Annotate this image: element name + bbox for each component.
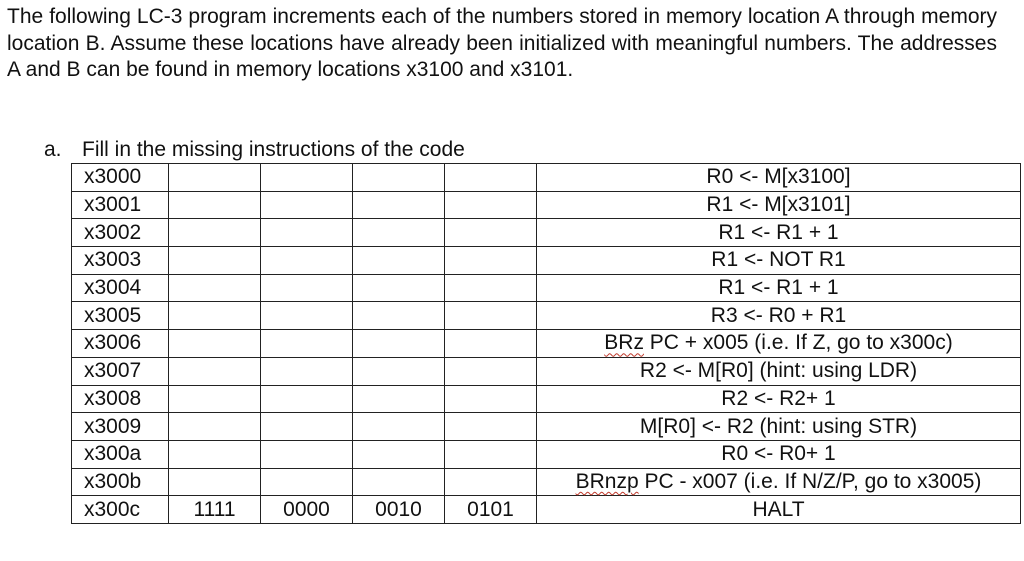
instruction-bits-cell[interactable]	[261, 302, 353, 330]
address-cell: x300a	[72, 440, 169, 468]
instruction-bits-cell[interactable]	[261, 330, 353, 358]
instruction-row	[72, 219, 1021, 247]
operation-text: R0 <- R0+ 1	[721, 442, 836, 466]
instruction-row	[72, 274, 1021, 302]
instruction-bits-cell[interactable]	[261, 219, 353, 247]
instruction-bits-cell[interactable]	[353, 191, 445, 219]
instruction-bits-cell[interactable]	[353, 357, 445, 385]
operation-text: R3 <- R0 + R1	[710, 303, 847, 327]
instruction-bits-cell[interactable]: 0000	[261, 496, 353, 524]
instruction-bits-cell[interactable]	[353, 330, 445, 358]
instruction-bits-cell[interactable]	[353, 440, 445, 468]
address-cell: x3003	[72, 247, 169, 275]
operation-cell	[537, 385, 1021, 413]
instruction-bits-cell[interactable]	[353, 219, 445, 247]
instruction-bits-cell[interactable]	[353, 247, 445, 275]
instruction-bits-cell[interactable]	[261, 440, 353, 468]
instruction-row	[72, 496, 1021, 524]
operation-cell	[537, 247, 1021, 275]
instruction-row	[72, 330, 1021, 358]
instruction-bits-cell[interactable]	[353, 468, 445, 496]
question-text: Fill in the missing instructions of the code	[82, 138, 465, 161]
instruction-bits-cell[interactable]	[169, 330, 261, 358]
instruction-row	[72, 357, 1021, 385]
instruction-bits-cell[interactable]	[445, 219, 537, 247]
instruction-bits-cell[interactable]	[353, 164, 445, 192]
instruction-bits-cell[interactable]	[169, 468, 261, 496]
operation-text: PC + x005 (i.e. If Z, go to x300c)	[643, 331, 953, 355]
address-cell: x3006	[72, 330, 169, 358]
operation-cell	[537, 164, 1021, 192]
instruction-bits-cell[interactable]	[353, 274, 445, 302]
operation-cell	[537, 274, 1021, 302]
instruction-bits-cell[interactable]	[261, 357, 353, 385]
operation-cell	[537, 496, 1021, 524]
instruction-row	[72, 302, 1021, 330]
operation-text: R1 <- R1 + 1	[718, 276, 839, 300]
operation-cell	[537, 357, 1021, 385]
address-cell: x3004	[72, 274, 169, 302]
address-cell: x300b	[72, 468, 169, 496]
code-table-body	[72, 164, 1021, 524]
instruction-bits-cell[interactable]: 0010	[353, 496, 445, 524]
instruction-bits-cell[interactable]	[445, 191, 537, 219]
instruction-bits-cell[interactable]	[169, 191, 261, 219]
instruction-bits-cell[interactable]	[261, 274, 353, 302]
instruction-bits-cell[interactable]	[169, 219, 261, 247]
operation-text: PC - x007 (i.e. If N/Z/P, go to x3005)	[638, 469, 982, 493]
instruction-row	[72, 191, 1021, 219]
instruction-bits-cell[interactable]	[445, 357, 537, 385]
operation-text: HALT	[752, 497, 805, 521]
instruction-bits-cell[interactable]	[261, 247, 353, 275]
instruction-bits-cell[interactable]	[353, 385, 445, 413]
operation-cell	[537, 413, 1021, 441]
problem-statement: The following LC-3 program increments each of the numbers stored in memory location A through memory location B. Assume these locations have already been initialized with meaningful numbers. The addresses A and B can be found in memory locations x3100 and x3101.	[7, 5, 997, 81]
address-cell: x3002	[72, 219, 169, 247]
instruction-bits-cell[interactable]	[445, 330, 537, 358]
instruction-bits-cell[interactable]: 1111	[169, 496, 261, 524]
address-cell: x3005	[72, 302, 169, 330]
operation-text: M[R0] <- R2 (hint: using STR)	[639, 414, 918, 438]
address-cell: x3001	[72, 191, 169, 219]
instruction-bits-cell[interactable]	[169, 440, 261, 468]
operation-text: R1 <- M[x3101]	[706, 193, 851, 217]
instruction-row	[72, 413, 1021, 441]
instruction-bits-cell[interactable]	[445, 413, 537, 441]
address-cell: x3009	[72, 413, 169, 441]
instruction-row	[72, 468, 1021, 496]
instruction-row	[72, 385, 1021, 413]
address-cell: x300c	[72, 496, 169, 524]
instruction-bits-cell[interactable]	[261, 385, 353, 413]
instruction-bits-cell[interactable]	[353, 413, 445, 441]
instruction-bits-cell[interactable]	[445, 274, 537, 302]
operation-cell	[537, 191, 1021, 219]
instruction-bits-cell[interactable]	[261, 191, 353, 219]
operation-text: R0 <- M[x3100]	[706, 165, 851, 189]
operation-cell	[537, 468, 1021, 496]
spellcheck-marked-opcode: BRz	[604, 331, 644, 355]
instruction-bits-cell[interactable]	[445, 302, 537, 330]
operation-cell	[537, 302, 1021, 330]
instruction-bits-cell[interactable]	[445, 247, 537, 275]
instruction-bits-cell[interactable]	[169, 413, 261, 441]
address-cell: x3008	[72, 385, 169, 413]
instruction-bits-cell[interactable]	[353, 302, 445, 330]
question-letter: a.	[44, 138, 62, 161]
instruction-bits-cell[interactable]	[169, 302, 261, 330]
instruction-bits-cell[interactable]	[169, 164, 261, 192]
instruction-row	[72, 164, 1021, 192]
code-table	[71, 163, 1021, 524]
instruction-bits-cell[interactable]	[445, 164, 537, 192]
operation-cell	[537, 219, 1021, 247]
instruction-bits-cell[interactable]: 0101	[445, 496, 537, 524]
operation-text: R1 <- R1 + 1	[718, 220, 839, 244]
spellcheck-marked-opcode: BRnzp	[575, 469, 639, 493]
instruction-row	[72, 247, 1021, 275]
operation-cell	[537, 440, 1021, 468]
address-cell: x3007	[72, 357, 169, 385]
instruction-bits-cell[interactable]	[261, 164, 353, 192]
instruction-bits-cell[interactable]	[261, 468, 353, 496]
instruction-row	[72, 440, 1021, 468]
address-cell: x3000	[72, 164, 169, 192]
question-a	[44, 137, 465, 163]
instruction-bits-cell[interactable]	[169, 274, 261, 302]
operation-text: R2 <- R2+ 1	[721, 386, 836, 410]
operation-text: R1 <- NOT R1	[711, 248, 846, 272]
instruction-bits-cell[interactable]	[445, 468, 537, 496]
instruction-bits-cell[interactable]	[169, 385, 261, 413]
instruction-bits-cell[interactable]	[445, 440, 537, 468]
instruction-bits-cell[interactable]	[169, 247, 261, 275]
instruction-bits-cell[interactable]	[445, 385, 537, 413]
operation-cell	[537, 330, 1021, 358]
operation-text: R2 <- M[R0] (hint: using LDR)	[639, 359, 918, 383]
instruction-bits-cell[interactable]	[169, 357, 261, 385]
instruction-bits-cell[interactable]	[261, 413, 353, 441]
